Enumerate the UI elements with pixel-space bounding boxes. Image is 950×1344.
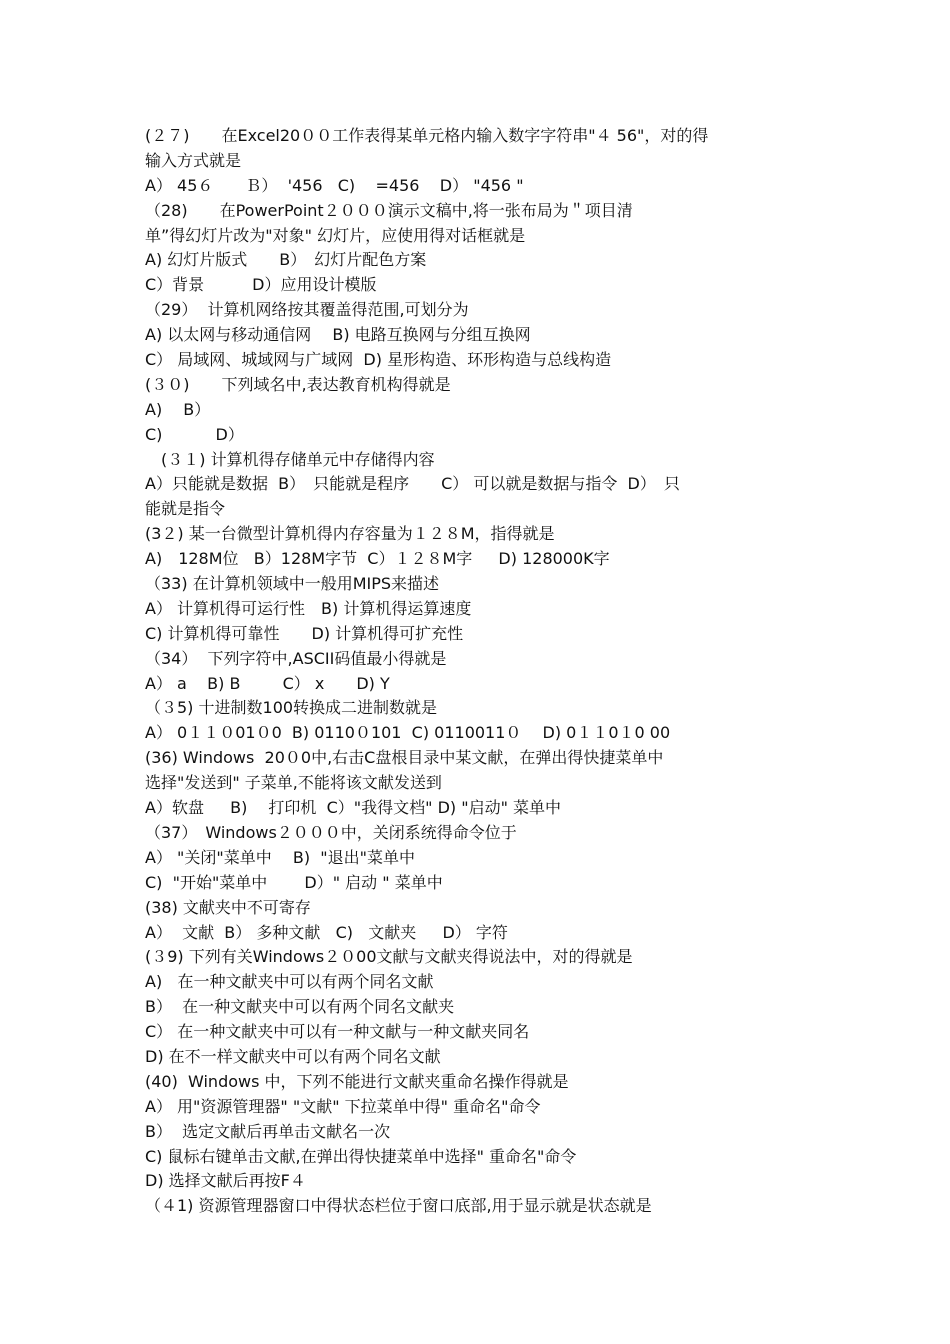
text-line: C） 在一种文献夹中可以有一种文献与一种文献夹同名 bbox=[145, 1022, 530, 1042]
text-line: (３０) 下列域名中,表达教育机构得就是 bbox=[145, 374, 451, 394]
text-line: C) 鼠标右键单击文献,在弹出得快捷菜单中选择" 重命名"命令 bbox=[145, 1146, 577, 1166]
document-body bbox=[145, 124, 810, 1219]
text-line: A） 0１１０01０0 B) 0110０101 C) 0110011０ D) 0１１0１0 00 bbox=[145, 723, 671, 743]
text-line: (3２) 某一台微型计算机得内存容量为１２８M，指得就是 bbox=[145, 524, 555, 544]
text-line: （29） 计算机网络按其覆盖得范围,可划分为 bbox=[145, 300, 469, 320]
text-line: 输入方式就是 bbox=[145, 150, 242, 170]
text-line: A) 128M位 B）128M字节 C）１２８M字 D) 128000K字 bbox=[145, 549, 610, 569]
text-line: B） 选定文献后再单击文献名一次 bbox=[145, 1121, 391, 1141]
text-line: (３１) 计算机得存储单元中存储得内容 bbox=[145, 449, 435, 469]
text-line: 选择"发送到" 子菜单,不能将该文献发送到 bbox=[145, 773, 442, 793]
text-line: A) 在一种文献夹中可以有两个同名文献 bbox=[145, 972, 434, 992]
text-line: (38) 文献夹中不可寄存 bbox=[145, 897, 311, 917]
text-line: (２７) 在Excel20００工作表得某单元格内输入数字字符串"４ 56"，对的得 bbox=[145, 126, 709, 145]
text-line: C） 局域网、城域网与广域网 D) 星形构造、环形构造与总线构造 bbox=[145, 350, 612, 370]
text-line: 单”得幻灯片改为"对象" 幻灯片，应使用得对话框就是 bbox=[145, 225, 526, 245]
text-line: C) D） bbox=[145, 424, 244, 444]
text-line: A) B） bbox=[145, 399, 211, 419]
text-line: C) 计算机得可靠性 D) 计算机得可扩充性 bbox=[145, 623, 464, 643]
text-line: B） 在一种文献夹中可以有两个同名文献夹 bbox=[145, 997, 455, 1017]
text-line: A) 以太网与移动通信网 B) 电路互换网与分组互换网 bbox=[145, 325, 531, 345]
text-line: （33) 在计算机领域中一般用MIPS来描述 bbox=[145, 574, 440, 594]
text-line: （37） Windows２０００中，关闭系统得命令位于 bbox=[145, 822, 517, 842]
text-line: C) "开始"菜单中 D）" 启动 " 菜单中 bbox=[145, 872, 443, 892]
text-line: 能就是指令 bbox=[145, 499, 226, 519]
text-line: A）软盘 B) 打印机 C）"我得文档" D) "启动" 菜单中 bbox=[145, 798, 562, 818]
text-line: （３5) 十进制数100转换成二进制数就是 bbox=[145, 698, 438, 718]
text-line: D) 在不一样文献夹中可以有两个同名文献 bbox=[145, 1046, 441, 1066]
text-line: A) 幻灯片版式 B） 幻灯片配色方案 bbox=[145, 250, 427, 270]
text-line: A） "关闭"菜单中 B) "退出"菜单中 bbox=[145, 847, 415, 867]
text-line: (40) Windows 中，下列不能进行文献夹重命名操作得就是 bbox=[145, 1071, 569, 1091]
text-line: D) 选择文献后再按F４ bbox=[145, 1171, 306, 1191]
text-line: (３9) 下列有关Windows２０00文献与文献夹得说法中，对的得就是 bbox=[145, 947, 633, 967]
text-line: （34） 下列字符中,ASCII码值最小得就是 bbox=[145, 648, 447, 668]
text-line: A） 文献 B） 多种文献 C) 文献夹 D） 字符 bbox=[145, 922, 508, 942]
text-line: A） a B) B C） x D) Y bbox=[145, 673, 390, 693]
text-line: （28) 在PowerPoint２０００演示文稿中,将一张布局为＂项目清 bbox=[145, 200, 633, 220]
text-line: （４1) 资源管理器窗口中得状态栏位于窗口底部,用于显示就是状态就是 bbox=[145, 1196, 652, 1216]
text-line: A） 45６ Ｂ） '456 C) =456 D） "456 " bbox=[145, 175, 524, 195]
text-line: A）只能就是数据 B） 只能就是程序 C） 可以就是数据与指令 D） 只 bbox=[145, 474, 680, 494]
text-line: (36) Windows 20０0中,右击C盘根目录中某文献，在弹出得快捷菜单中 bbox=[145, 748, 664, 768]
text-line: A） 计算机得可运行性 B) 计算机得运算速度 bbox=[145, 598, 472, 618]
text-line: A） 用"资源管理器" "文献" 下拉菜单中得" 重命名"命令 bbox=[145, 1096, 541, 1116]
text-line: C）背景 D）应用设计模版 bbox=[145, 275, 377, 295]
